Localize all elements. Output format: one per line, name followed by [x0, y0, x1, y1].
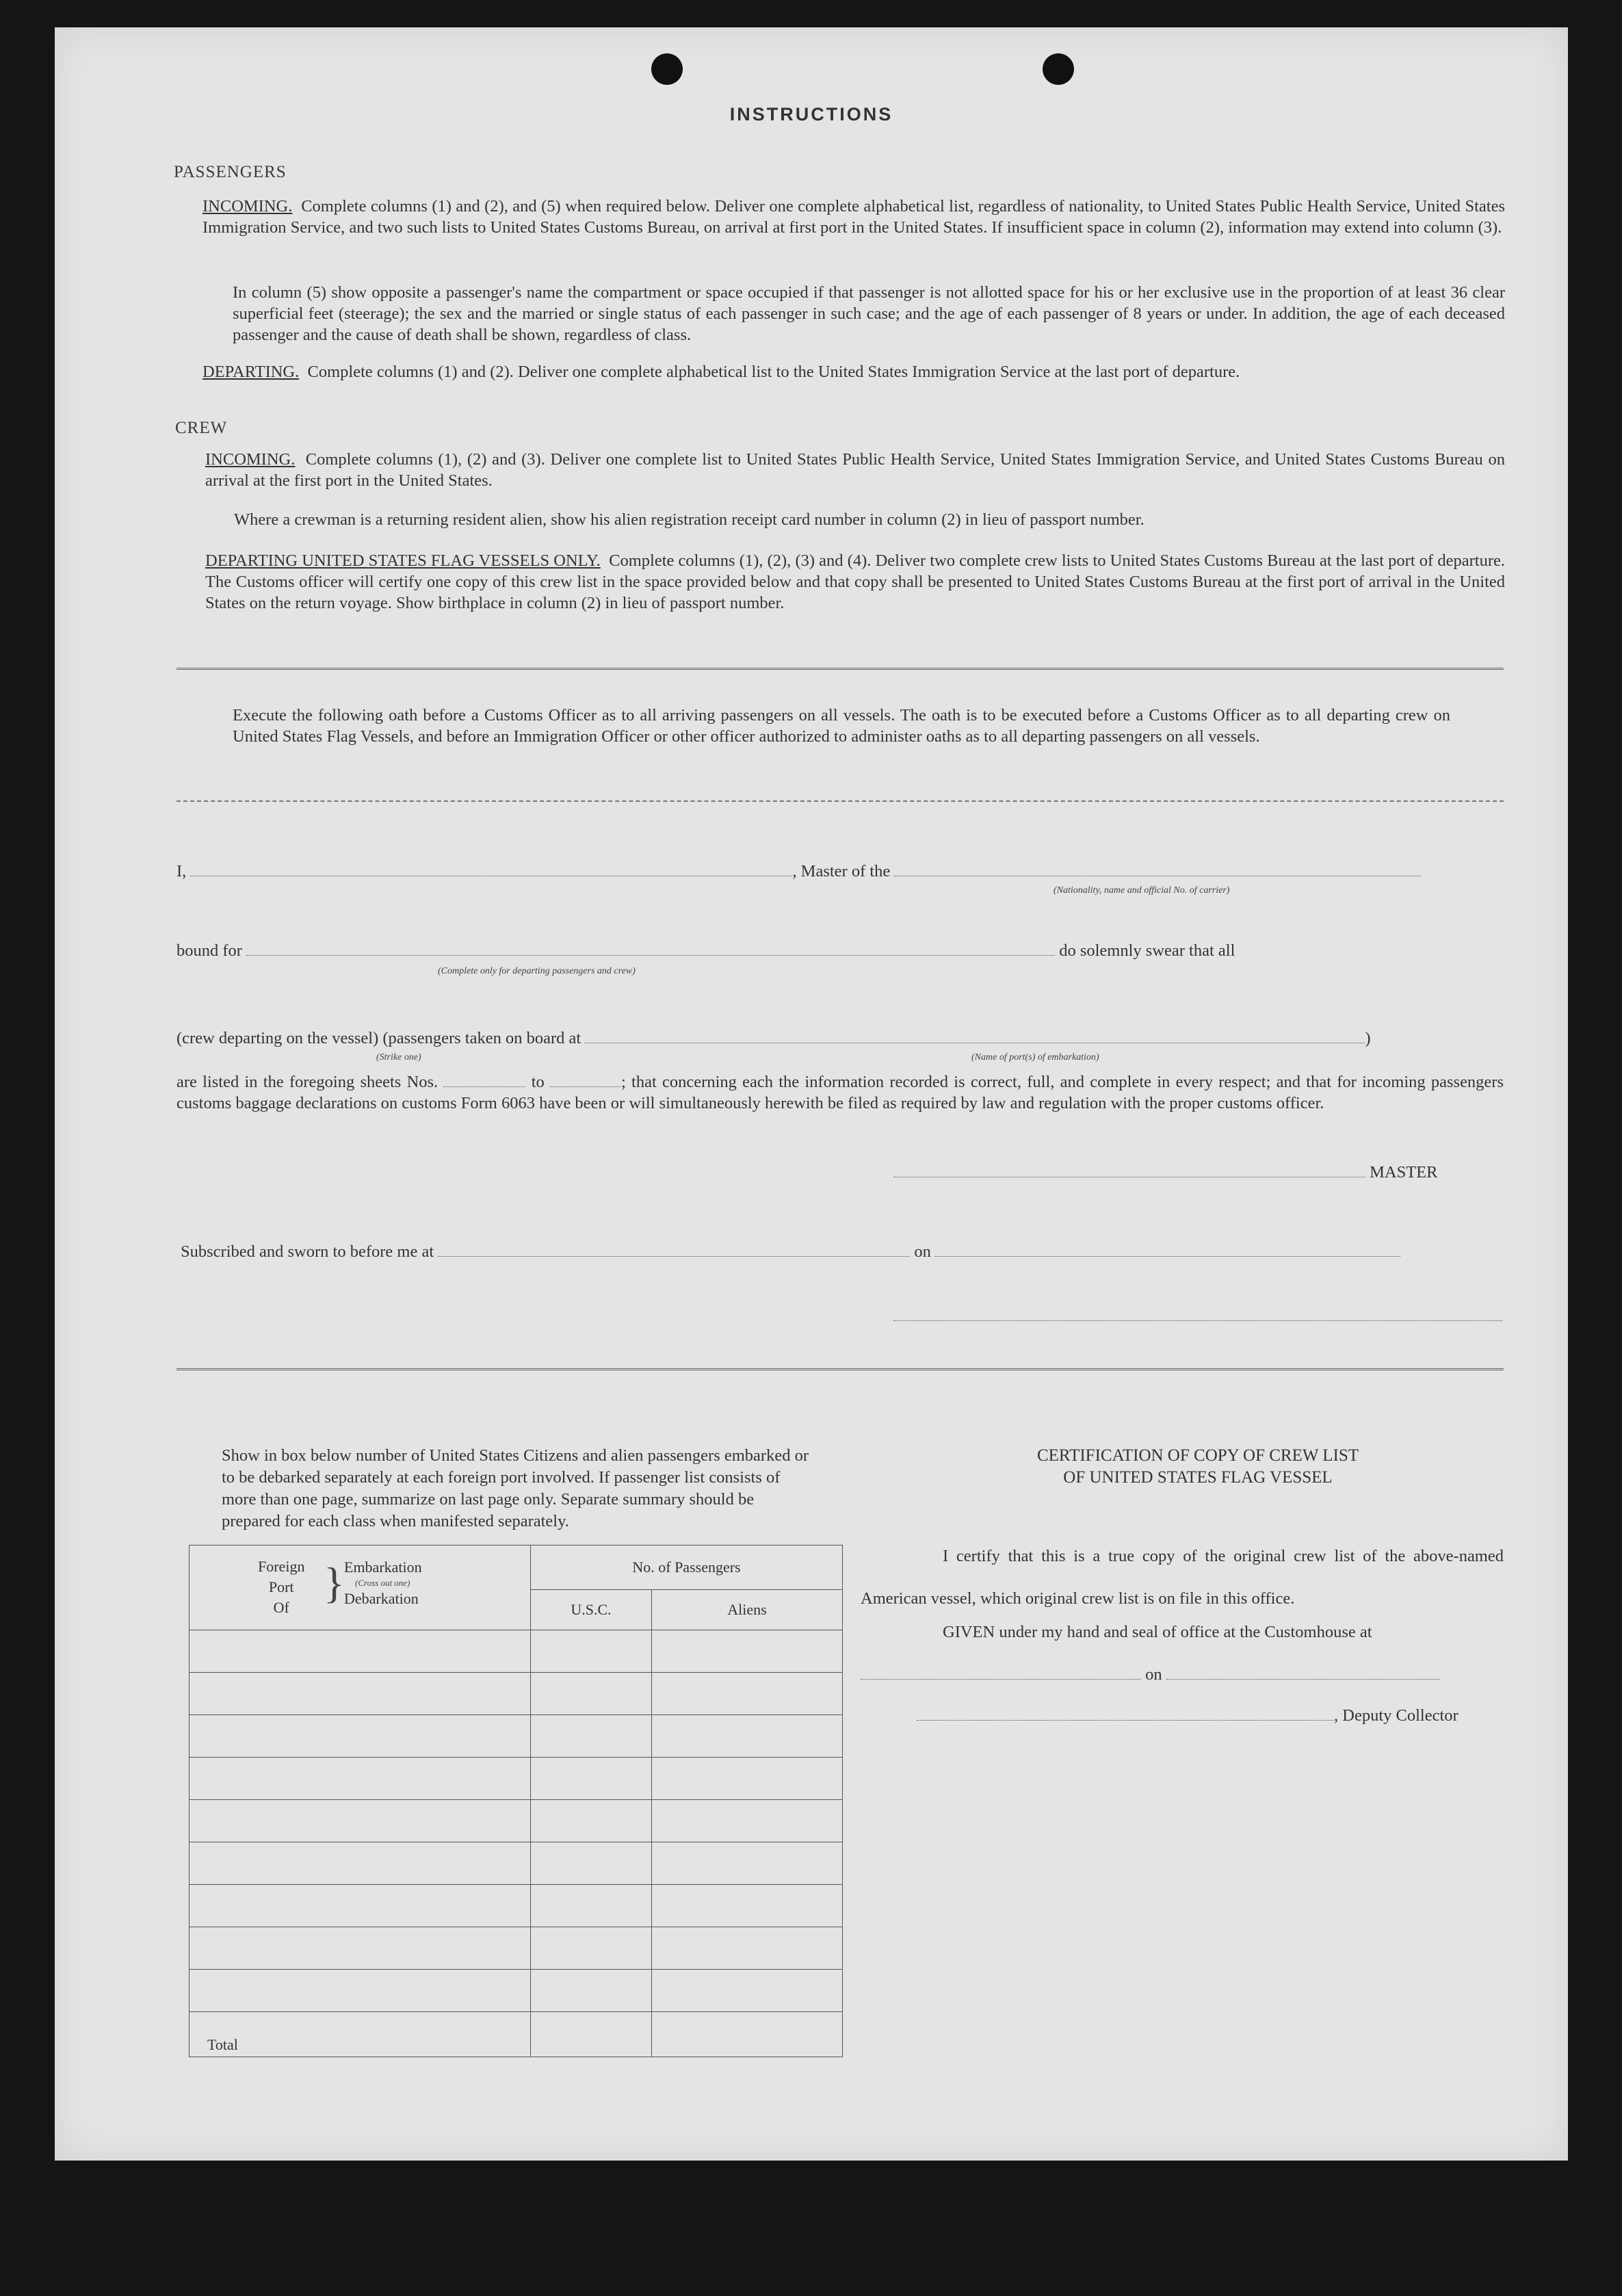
form-sheet: [55, 27, 1568, 2161]
col-cross-out: (Cross out one): [355, 1577, 410, 1588]
certification-date-field[interactable]: [1166, 1679, 1440, 1680]
passengers-incoming-paragraph: [202, 196, 1505, 238]
crew-departing-label: DEPARTING UNITED STATES FLAG VESSELS ONLY.: [205, 551, 601, 570]
port-column-header: [189, 1545, 531, 1630]
subscribed-place-field[interactable]: [438, 1256, 910, 1257]
certification-title: [893, 1445, 1502, 1489]
col-debarkation: Debarkation: [344, 1589, 419, 1607]
crew-incoming-text: Complete columns (1), (2) and (3). Deliver one complete list to United States Public Health Service, United States Immigration Service, and United States Customs Bureau on arrival at the first port in the United States.: [205, 450, 1506, 490]
strike-one-note: (Strike one): [376, 1052, 421, 1062]
brace-glyph: }: [324, 1558, 345, 1607]
oath-crew-departing-text: (crew departing on the vessel) (passengers taken on board at: [176, 1029, 581, 1047]
punch-hole-left: [651, 53, 683, 85]
passengers-count-header: No. of Passengers: [531, 1545, 843, 1590]
col-embarkation: Embarkation: [344, 1558, 422, 1576]
ports-note: (Name of port(s) of embarkation): [971, 1052, 1099, 1062]
punch-hole-right: [1043, 53, 1074, 85]
table-row[interactable]: [189, 1630, 843, 1673]
summary-instructions: Show in box below number of United States Citizens and alien passengers embarked or to be debarked separately at each foreign port involved. If passenger list consists of more than one page, summarize on last page only. Separate summary should be prepared for each class when manifested separately.: [222, 1446, 809, 1530]
usc-column-header: U.S.C.: [531, 1590, 652, 1630]
certification-given-text: GIVEN under my hand and seal of office at the Customhouse at: [943, 1623, 1372, 1641]
crew-heading: CREW: [175, 419, 228, 437]
table-row[interactable]: [189, 1885, 843, 1927]
bound-for-field[interactable]: [246, 955, 1055, 956]
col-of: Of: [273, 1598, 289, 1616]
col-foreign: Foreign: [258, 1557, 305, 1575]
crew-departing-paragraph: [205, 550, 1505, 614]
oath-listed-prefix: are listed in the foregoing sheets Nos.: [176, 1073, 439, 1091]
crew-resident-paragraph: Where a crewman is a returning resident alien, show his alien registration receipt card number in column (2) in lieu of passport number.: [234, 510, 1144, 529]
passengers-column5-paragraph: In column (5) show opposite a passenger's name the compartment or space occupied if that passenger is not allotted space for his or her exclusive use in the proportion of at least 36 clear superficial feet (steerage); the sex and the married or single status of each passenger in such case; and the age of each passenger of 8 years or under. In addition, the age of each deceased passenger and the cause of death shall be shown, regardless of class.: [233, 283, 1505, 344]
vessel-field-note: (Nationality, name and official No. of carrier): [1054, 885, 1230, 896]
section-divider: [176, 668, 1504, 670]
certification-title-line2: OF UNITED STATES FLAG VESSEL: [1063, 1468, 1333, 1487]
subscribed-on-label: on: [914, 1242, 931, 1261]
oath-to-label: to: [531, 1073, 545, 1091]
deputy-collector-label: , Deputy Collector: [1334, 1706, 1459, 1725]
oath-listed-paragraph: [176, 1071, 1504, 1114]
passengers-heading: PASSENGERS: [174, 163, 287, 181]
table-row[interactable]: [189, 1842, 843, 1885]
sheet-from-field[interactable]: [443, 1086, 525, 1087]
close-paren: ): [1365, 1029, 1371, 1047]
oath-line-bound: [176, 941, 1504, 961]
deputy-collector-signature-field[interactable]: [917, 1720, 1334, 1721]
table-row[interactable]: [189, 1758, 843, 1800]
officer-signature-field[interactable]: [893, 1320, 1502, 1321]
crew-incoming-paragraph: [205, 449, 1505, 491]
passengers-departing-label: DEPARTING.: [202, 363, 300, 381]
subscribed-date-field[interactable]: [935, 1256, 1400, 1257]
certification-on-label: on: [1145, 1665, 1162, 1684]
certification-place-line: [861, 1665, 1440, 1684]
lower-divider: [176, 1368, 1504, 1370]
certification-title-line1: CERTIFICATION OF COPY OF CREW LIST: [1036, 1446, 1359, 1465]
table-row[interactable]: [189, 1673, 843, 1715]
table-row[interactable]: [189, 1970, 843, 2012]
passengers-incoming-text: Complete columns (1) and (2), and (5) when required below. Deliver one complete alphabetical list, regardless of nationality, to United States Public Health Service, United States Immigration Service, and two such lists to United States Customs Bureau, on arrival at first port in the United States. If insufficient space in column (2), information may extend into column (3).: [202, 197, 1505, 237]
subscribed-line: [181, 1242, 1505, 1262]
oath-bound-for-label: bound for: [176, 941, 242, 960]
master-signature-line: [893, 1163, 1438, 1182]
aliens-column-header: Aliens: [652, 1590, 843, 1630]
passengers-incoming-label: INCOMING.: [202, 197, 293, 216]
oath-line-master: [176, 862, 1504, 881]
sheet-to-field[interactable]: [550, 1086, 621, 1087]
master-label: MASTER: [1370, 1163, 1438, 1182]
total-label: Total: [189, 2012, 531, 2057]
passengers-departing-text: Complete columns (1) and (2). Deliver one complete alphabetical list to the United States Immigration Service at the last port of departure.: [307, 363, 1240, 381]
crew-incoming-label: INCOMING.: [205, 450, 296, 469]
bound-for-note: (Complete only for departing passengers and crew): [438, 966, 636, 976]
oath-intro: Execute the following oath before a Customs Officer as to all arriving passengers on all vessels. The oath is to be executed before a Customs Officer as to all departing crew on United States Flag Vessels, and before an Immigration Officer or other officer authorized to administer oaths as to all departing passengers on all vessels.: [233, 706, 1450, 746]
page-title: INSTRUCTIONS: [729, 104, 893, 125]
total-row[interactable]: [189, 2012, 843, 2057]
table-row[interactable]: [189, 1927, 843, 1970]
passenger-summary-table: [189, 1545, 843, 2057]
oath-swear-text: do solemnly swear that all: [1059, 941, 1235, 960]
col-port: Port: [268, 1578, 294, 1595]
oath-line-crew: [176, 1029, 1504, 1048]
deputy-collector-line: [917, 1706, 1459, 1725]
certification-text: I certify that this is a true copy of the original crew list of the above-named American vessel, which original crew list is on file in this office.: [861, 1547, 1504, 1608]
passengers-departing-paragraph: [202, 361, 1505, 382]
table-row[interactable]: [189, 1715, 843, 1758]
oath-i-label: I,: [176, 862, 187, 880]
oath-master-of-label: , Master of the: [792, 862, 891, 880]
crew-departing-text: Complete columns (1), (2), (3) and (4). Deliver two complete crew lists to United States Customs Bureau at the last port of departure. The Customs officer will certify one copy of this crew list in the space provided below and that copy shall be presented to United States Customs Bureau at the first port of arrival in the United States on the return voyage. Show birthplace in column (2) in lieu of passport number.: [205, 551, 1505, 612]
subscribed-label: Subscribed and sworn to before me at: [181, 1242, 434, 1261]
oath-divider: [176, 800, 1504, 802]
oath-listed-text: ; that concerning each the information recorded is correct, full, and complete in every respect; and that for incoming passengers customs baggage declarations on customs Form 6063 have been or will simultaneously herewith be filed as required by law and regulation with the proper customs officer.: [176, 1073, 1504, 1112]
customhouse-place-field[interactable]: [861, 1679, 1141, 1680]
table-row[interactable]: [189, 1800, 843, 1842]
